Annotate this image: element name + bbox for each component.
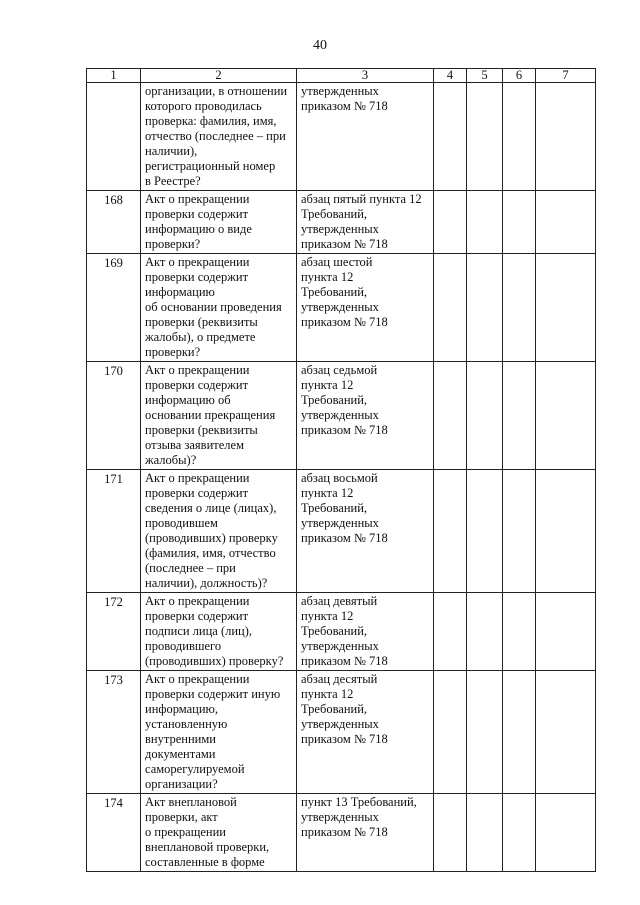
answer-cell-5 — [467, 470, 503, 593]
row-number — [87, 83, 141, 191]
column-header-3: 3 — [297, 69, 434, 83]
question-cell: Акт о прекращении проверки содержит подписи лица (лиц), проводившего (проводивших) проверку? — [141, 593, 297, 671]
answer-cell-5 — [467, 362, 503, 470]
column-header-7: 7 — [536, 69, 596, 83]
row-number: 172 — [87, 593, 141, 671]
answer-cell-5 — [467, 254, 503, 362]
answer-cell-4 — [434, 191, 467, 254]
reference-cell: абзац восьмой пункта 12 Требований, утвержденных приказом № 718 — [297, 470, 434, 593]
column-header-4: 4 — [434, 69, 467, 83]
answer-cell-7 — [536, 83, 596, 191]
question-cell: Акт внеплановой проверки, акт о прекращении внеплановой проверки, составленные в форме — [141, 794, 297, 872]
answer-cell-7 — [536, 794, 596, 872]
answer-cell-5 — [467, 794, 503, 872]
answer-cell-4 — [434, 593, 467, 671]
answer-cell-6 — [503, 254, 536, 362]
row-number: 173 — [87, 671, 141, 794]
checklist-table — [86, 68, 596, 872]
answer-cell-6 — [503, 593, 536, 671]
table-row — [87, 593, 596, 671]
row-number: 168 — [87, 191, 141, 254]
answer-cell-7 — [536, 362, 596, 470]
answer-cell-4 — [434, 83, 467, 191]
question-cell: Акт о прекращении проверки содержит иную информацию, установленную внутренними документами саморегулируемой организации? — [141, 671, 297, 794]
reference-cell: абзац пятый пункта 12 Требований, утвержденных приказом № 718 — [297, 191, 434, 254]
reference-cell: утвержденных приказом № 718 — [297, 83, 434, 191]
answer-cell-6 — [503, 671, 536, 794]
row-number: 169 — [87, 254, 141, 362]
reference-cell: абзац шестой пункта 12 Требований, утвержденных приказом № 718 — [297, 254, 434, 362]
column-header-2: 2 — [141, 69, 297, 83]
answer-cell-4 — [434, 254, 467, 362]
answer-cell-7 — [536, 593, 596, 671]
question-cell: организации, в отношении которого проводилась проверка: фамилия, имя, отчество (последнее – при наличии), регистрационный номер в Реестре? — [141, 83, 297, 191]
table-row — [87, 83, 596, 191]
question-cell: Акт о прекращении проверки содержит информацию о виде проверки? — [141, 191, 297, 254]
answer-cell-6 — [503, 794, 536, 872]
answer-cell-5 — [467, 593, 503, 671]
answer-cell-4 — [434, 794, 467, 872]
question-cell: Акт о прекращении проверки содержит информацию об основании прекращения проверки (реквизиты отзыва заявителем жалобы)? — [141, 362, 297, 470]
answer-cell-7 — [536, 671, 596, 794]
column-header-1: 1 — [87, 69, 141, 83]
question-cell: Акт о прекращении проверки содержит информацию об основании проведения проверки (реквизиты жалобы), о предмете проверки? — [141, 254, 297, 362]
row-number: 170 — [87, 362, 141, 470]
answer-cell-4 — [434, 470, 467, 593]
answer-cell-6 — [503, 470, 536, 593]
answer-cell-5 — [467, 191, 503, 254]
reference-cell: абзац седьмой пункта 12 Требований, утвержденных приказом № 718 — [297, 362, 434, 470]
answer-cell-4 — [434, 671, 467, 794]
table-row — [87, 470, 596, 593]
page-number: 40 — [313, 38, 327, 53]
question-cell: Акт о прекращении проверки содержит сведения о лице (лицах), проводившем (проводивших) проверку (фамилия, имя, отчество (последнее – при наличии), должность)? — [141, 470, 297, 593]
answer-cell-6 — [503, 362, 536, 470]
answer-cell-7 — [536, 254, 596, 362]
table-row — [87, 362, 596, 470]
reference-cell: абзац десятый пункта 12 Требований, утвержденных приказом № 718 — [297, 671, 434, 794]
answer-cell-5 — [467, 83, 503, 191]
answer-cell-6 — [503, 83, 536, 191]
column-header-5: 5 — [467, 69, 503, 83]
answer-cell-7 — [536, 470, 596, 593]
reference-cell: пункт 13 Требований, утвержденных приказом № 718 — [297, 794, 434, 872]
row-number: 174 — [87, 794, 141, 872]
answer-cell-4 — [434, 362, 467, 470]
table-row — [87, 794, 596, 872]
table-row — [87, 191, 596, 254]
table-row — [87, 254, 596, 362]
header-row — [87, 69, 596, 83]
answer-cell-7 — [536, 191, 596, 254]
row-number: 171 — [87, 470, 141, 593]
table-row — [87, 671, 596, 794]
answer-cell-5 — [467, 671, 503, 794]
column-header-6: 6 — [503, 69, 536, 83]
answer-cell-6 — [503, 191, 536, 254]
reference-cell: абзац девятый пункта 12 Требований, утвержденных приказом № 718 — [297, 593, 434, 671]
